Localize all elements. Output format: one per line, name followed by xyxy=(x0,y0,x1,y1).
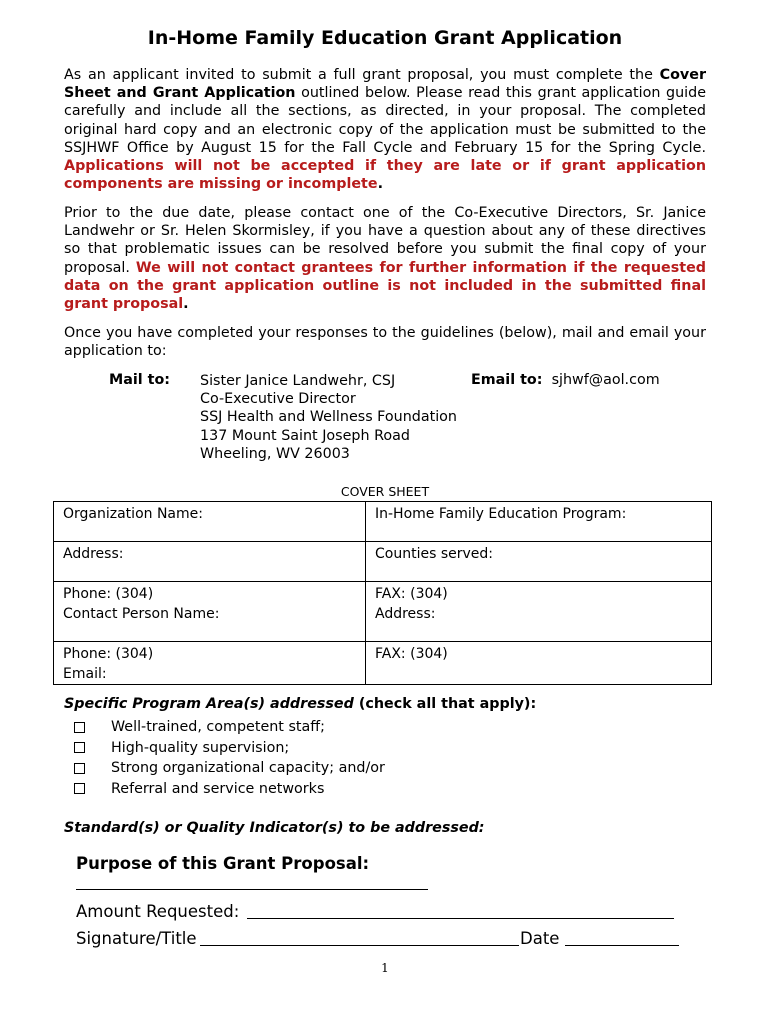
signature-label: Signature/Title xyxy=(76,929,197,948)
purpose-heading: Purpose of this Grant Proposal: xyxy=(76,854,370,873)
mail-to-label: Mail to: xyxy=(109,372,171,388)
contact-text: Prior to the due date, please contact one of the Co-Executive Directors, Sr. Janice Landwehr or Sr. Helen Skormisley, if you have a question about any of these directives so that problematic issues can be resolved before you submit the final copy of your proposal. xyxy=(64,205,706,276)
contact-fax-field: FAX: (304) xyxy=(375,646,448,662)
table-row xyxy=(54,542,712,582)
page-number: 1 xyxy=(381,961,389,975)
mail-address xyxy=(200,372,457,463)
checkbox[interactable] xyxy=(74,722,85,733)
program-areas-heading xyxy=(64,696,536,712)
date-input-line[interactable] xyxy=(565,945,679,946)
cover-sheet-title: COVER SHEET xyxy=(340,484,430,499)
heading-rest: (check all that apply): xyxy=(353,696,537,712)
late-warning: Applications will not be accepted if they are late or if grant application components are missing or incomplete xyxy=(64,158,706,193)
period: . xyxy=(183,296,189,313)
checkbox-label: Well-trained, competent staff; xyxy=(111,719,325,736)
address-line: Wheeling, WV 26003 xyxy=(200,445,350,462)
checkbox[interactable] xyxy=(74,783,85,794)
amount-input-line[interactable] xyxy=(247,918,674,919)
contact-phone-field: Phone: (304) xyxy=(63,646,154,662)
fax-field: FAX: (304) xyxy=(375,586,448,602)
table-row xyxy=(54,582,712,642)
intro-text: As an applicant invited to submit a full grant proposal, you must complete the xyxy=(64,67,660,83)
intro-paragraph xyxy=(64,66,706,193)
heading-italic: Specific Program Area(s) addressed xyxy=(64,696,354,712)
checkbox[interactable] xyxy=(74,763,85,774)
list-item xyxy=(72,758,385,779)
page-title: In-Home Family Education Grant Application xyxy=(147,27,623,49)
program-area-checklist xyxy=(72,717,385,799)
contact-person-field: Contact Person Name: xyxy=(63,606,220,622)
purpose-input-line[interactable] xyxy=(76,889,428,890)
email-block xyxy=(471,372,660,388)
address-field[interactable]: Address: xyxy=(54,542,366,582)
program-name-field[interactable]: In-Home Family Education Program: xyxy=(366,502,712,542)
address-line: Sister Janice Landwehr, CSJ xyxy=(200,373,396,389)
mail-instructions: Once you have completed your responses to the guidelines (below), mail and email your application to: xyxy=(64,325,706,360)
table-row xyxy=(54,642,712,685)
table-row xyxy=(54,502,712,542)
counties-served-field[interactable]: Counties served: xyxy=(366,542,712,582)
checkbox-label: High-quality supervision; xyxy=(111,739,290,756)
contact-phone-email-cell[interactable] xyxy=(54,642,366,685)
date-label: Date xyxy=(520,929,560,948)
email-field: Email: xyxy=(63,666,107,682)
signature-input-line[interactable] xyxy=(200,945,519,946)
email-to-label: Email to: xyxy=(471,372,543,388)
list-item xyxy=(72,779,385,800)
contact-address-field: Address: xyxy=(375,606,436,622)
cover-sheet-table xyxy=(53,501,712,685)
list-item xyxy=(72,717,385,738)
intro-text-continued: outlined below. Please read this grant application guide carefully and include all the sections, as directed, in your proposal. The completed original hard copy and an electronic copy of the application must be submitted to the SSJHWF Office by August 15 for the Fall Cycle and February 15 for the Spring Cycle. xyxy=(64,85,706,156)
organization-name-field[interactable]: Organization Name: xyxy=(54,502,366,542)
period: . xyxy=(377,176,384,193)
fax-address-cell[interactable] xyxy=(366,582,712,642)
contact-paragraph xyxy=(64,204,706,313)
phone-contact-cell[interactable] xyxy=(54,582,366,642)
standards-heading: Standard(s) or Quality Indicator(s) to be addressed: xyxy=(64,820,485,836)
contact-fax-cell[interactable] xyxy=(366,642,712,685)
amount-requested-label: Amount Requested: xyxy=(76,902,240,921)
checkbox-label: Referral and service networks xyxy=(111,780,325,797)
address-line: 137 Mount Saint Joseph Road xyxy=(200,427,410,444)
intro-bold-text: Cover Sheet and Grant Application xyxy=(64,67,706,102)
address-line: SSJ Health and Wellness Foundation xyxy=(200,409,457,426)
list-item xyxy=(72,738,385,759)
no-contact-warning: We will not contact grantees for further information if the requested data on the grant application outline is not included in the submitted final grant proposal xyxy=(64,259,706,313)
checkbox[interactable] xyxy=(74,742,85,753)
address-line: Co-Executive Director xyxy=(200,391,356,408)
email-address: sjhwf@aol.com xyxy=(551,372,660,388)
checkbox-label: Strong organizational capacity; and/or xyxy=(111,760,385,777)
phone-field: Phone: (304) xyxy=(63,586,154,602)
